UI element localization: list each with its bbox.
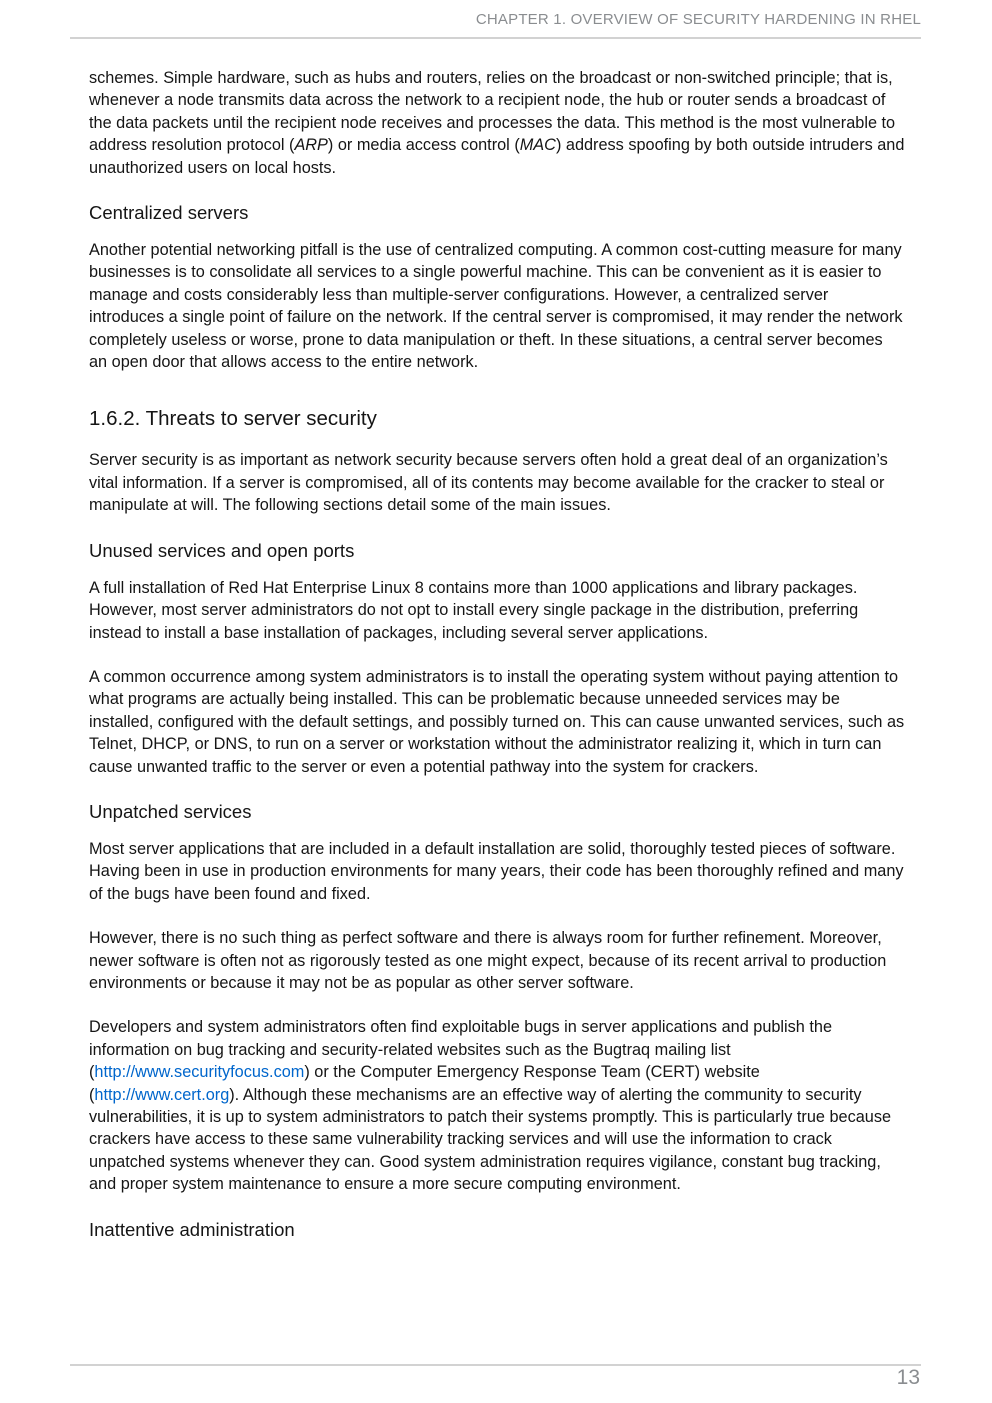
- unpatched-services-paragraph-2: However, there is no such thing as perfect software and there is always room for further refinement. Moreover, newer software is often not as rigorously tested as one might expect, because of its recent arrival to production environments or because it may not be as popular as other server software.: [89, 929, 887, 992]
- intro-text-2: ) or media access control (: [327, 136, 520, 155]
- threats-paragraph: Server security is as important as network security because servers often hold a great deal of an organization’s vital information. If a server is compromised, all of its contents may become available for the cracker to steal or manipulate at will. The following sections detail some of the main issues.: [89, 451, 888, 515]
- cert-link[interactable]: http://www.cert.org: [94, 1085, 230, 1104]
- page-number: 13: [896, 1366, 920, 1389]
- unpatched-services-paragraph-3: [89, 1016, 905, 1195]
- securityfocus-link[interactable]: http://www.securityfocus.com: [94, 1063, 305, 1082]
- intro-text-3: ) address spoofing by both outside intruders and unauthorized users on local hosts.: [89, 136, 905, 177]
- paragraph-3-text-2: ) or the Computer Emergency Response Team (CERT) website (: [89, 1063, 760, 1104]
- centralized-servers-paragraph: Another potential networking pitfall is the use of centralized computing. A common cost-cutting measure for many businesses is to consolidate all services to a single powerful machine. This can be convenient as it is easier to manage and costs considerably less than multiple-server configurations. However, a centralized server introduces a single point of failure on the network. If the central server is compromised, it may render the network completely useless or worse, prone to data manipulation or theft. In these situations, a central server becomes an open door that allows access to the entire network.: [89, 241, 903, 372]
- page-content: [89, 67, 905, 1256]
- unpatched-services-paragraph-1: Most server applications that are included in a default installation are solid, thoroughly tested pieces of software. Having been in use in production environments for many years, their code has been thoroughly refined and many of the bugs have been found and fixed.: [89, 839, 904, 903]
- arp-term: ARP: [294, 136, 328, 155]
- inattentive-administration-heading: Inattentive administration: [89, 1218, 295, 1240]
- threats-section-heading: 1.6.2. Threats to server security: [89, 407, 377, 431]
- unpatched-services-heading: Unpatched services: [89, 800, 252, 822]
- unused-services-heading: Unused services and open ports: [89, 539, 355, 561]
- centralized-servers-heading: Centralized servers: [89, 202, 249, 224]
- intro-paragraph: [89, 67, 905, 179]
- intro-text-1: schemes. Simple hardware, such as hubs and routers, relies on the broadcast or non-switched principle; that is, whenever a node transmits data across the network to a recipient node, the hub or router sends a broadcast of the data packets until the recipient node receives and processes the data. This method is the most vulnerable to address resolution protocol (: [89, 69, 896, 155]
- unused-services-paragraph-2: A common occurrence among system administrators is to install the operating system without paying attention to what programs are actually being installed. This can be problematic because unneeded services may be installed, configured with the default settings, and possibly turned on. This can cause unwanted services, such as Telnet, DHCP, or DNS, to run on a server or workstation without the administrator realizing it, which in turn can cause unwanted traffic to the server or even a potential pathway into the system for crackers.: [89, 667, 905, 776]
- footer-divider: [70, 1364, 921, 1366]
- paragraph-3-text-1: Developers and system administrators often find exploitable bugs in server applications and publish the information on bug tracking and security-related websites such as the Bugtraq mailing list (: [89, 1018, 833, 1082]
- unused-services-paragraph-1: A full installation of Red Hat Enterprise Linux 8 contains more than 1000 applications and library packages. However, most server administrators do not opt to install every single package in the distribution, preferring instead to install a base installation of packages, including several server applications.: [89, 578, 859, 642]
- header-divider: [70, 37, 921, 39]
- mac-term: MAC: [519, 136, 556, 155]
- paragraph-3-text-3: ). Although these mechanisms are an effective way of alerting the community to security vulnerabilities, it is up to system administrators to patch their systems promptly. This is particularly true because crackers have access to these same vulnerability tracking services and will use the information to crack unpatched systems whenever they can. Good system administration requires vigilance, constant bug tracking, and proper system maintenance to ensure a more secure computing environment.: [89, 1085, 892, 1194]
- running-header: CHAPTER 1. OVERVIEW OF SECURITY HARDENING IN RHEL: [475, 11, 921, 28]
